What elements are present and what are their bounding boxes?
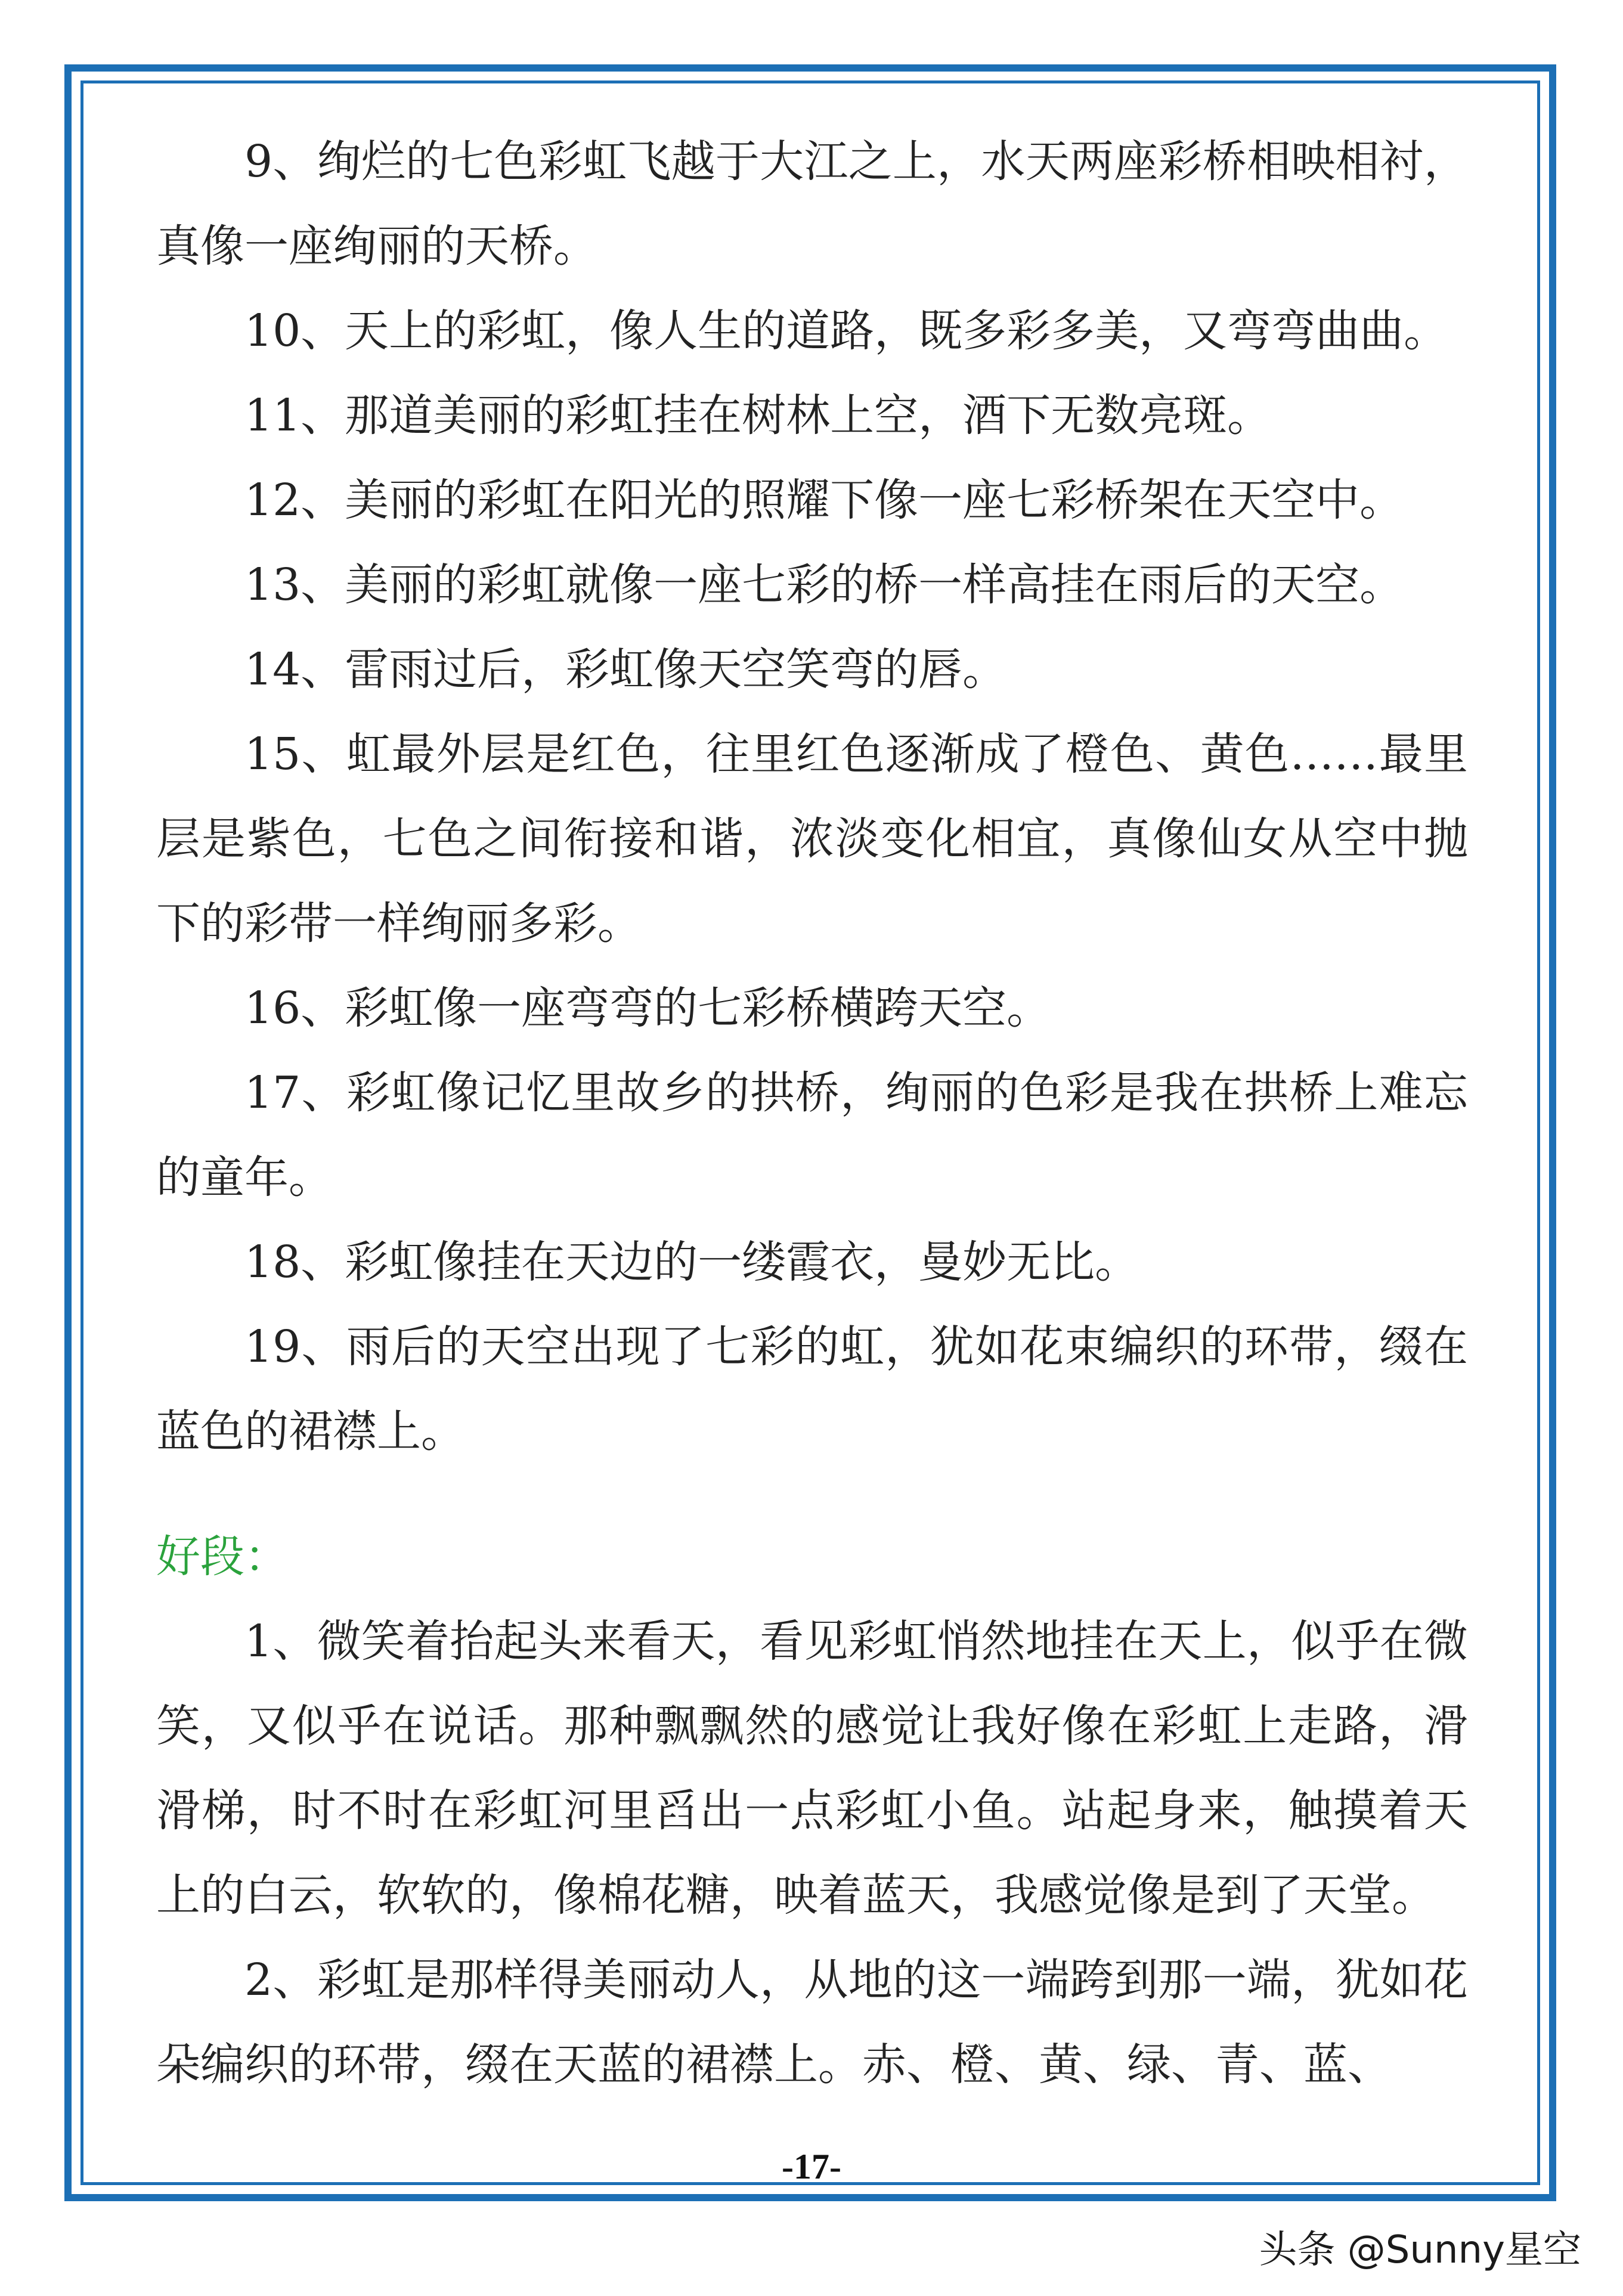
paragraph-13: 13、美丽的彩虹就像一座七彩的桥一样高挂在雨后的天空。 [244, 559, 1404, 611]
paragraph-19: 19、雨后的天空出现了七彩的虹，犹如花束编织的环带，缀在蓝色的裙襟上。 [156, 1321, 1468, 1457]
paragraph-18: 18、彩虹像挂在天边的一缕霞衣，曼妙无比。 [244, 1237, 1139, 1288]
page-number: -17- [782, 2147, 841, 2186]
paragraph-16: 16、彩虹像一座弯弯的七彩桥横跨天空。 [244, 983, 1051, 1034]
paragraph-14: 14、雷雨过后，彩虹像天空笑弯的唇。 [244, 644, 1007, 695]
good-paragraph-2: 2、彩虹是那样得美丽动人，从地的这一端跨到那一端，犹如花朵编织的环带，缀在天蓝的裙襟上。赤、橙、黄、绿、青、蓝、 [156, 1954, 1468, 2090]
good-paragraph-1: 1、微笑着抬起头来看天，看见彩虹悄然地挂在天上，似乎在微笑，又似乎在说话。那种飘飘然的感觉让我好像在彩虹上走路，滑滑梯，时不时在彩虹河里舀出一点彩虹小鱼。站起身来，触摸着天上的白云，软软的，像棉花糖，映着蓝天，我感觉像是到了天堂。 [156, 1616, 1468, 1921]
paragraph-11: 11、那道美丽的彩虹挂在树林上空，酒下无数亮斑。 [244, 390, 1272, 441]
paragraph-10: 10、天上的彩虹，像人生的道路，既多彩多美，又弯弯曲曲。 [244, 305, 1448, 357]
section-heading-good-paragraphs: 好段： [156, 1531, 289, 1582]
paragraph-15: 15、虹最外层是红色，往里红色逐渐成了橙色、黄色……最里层是紫色，七色之间衔接和谐，浓淡变化相宜，真像仙女从空中抛下的彩带一样绚丽多彩。 [156, 729, 1468, 949]
paragraph-9: 9、绚烂的七色彩虹飞越于大江之上，水天两座彩桥相映相衬，真像一座绚丽的天桥。 [156, 136, 1468, 272]
document-body [156, 119, 1468, 2107]
paragraph-17: 17、彩虹像记忆里故乡的拱桥，绚丽的色彩是我在拱桥上难忘的童年。 [156, 1067, 1468, 1203]
watermark: 头条 @Sunny星空 [1259, 2228, 1581, 2272]
paragraph-12: 12、美丽的彩虹在阳光的照耀下像一座七彩桥架在天空中。 [244, 475, 1404, 526]
